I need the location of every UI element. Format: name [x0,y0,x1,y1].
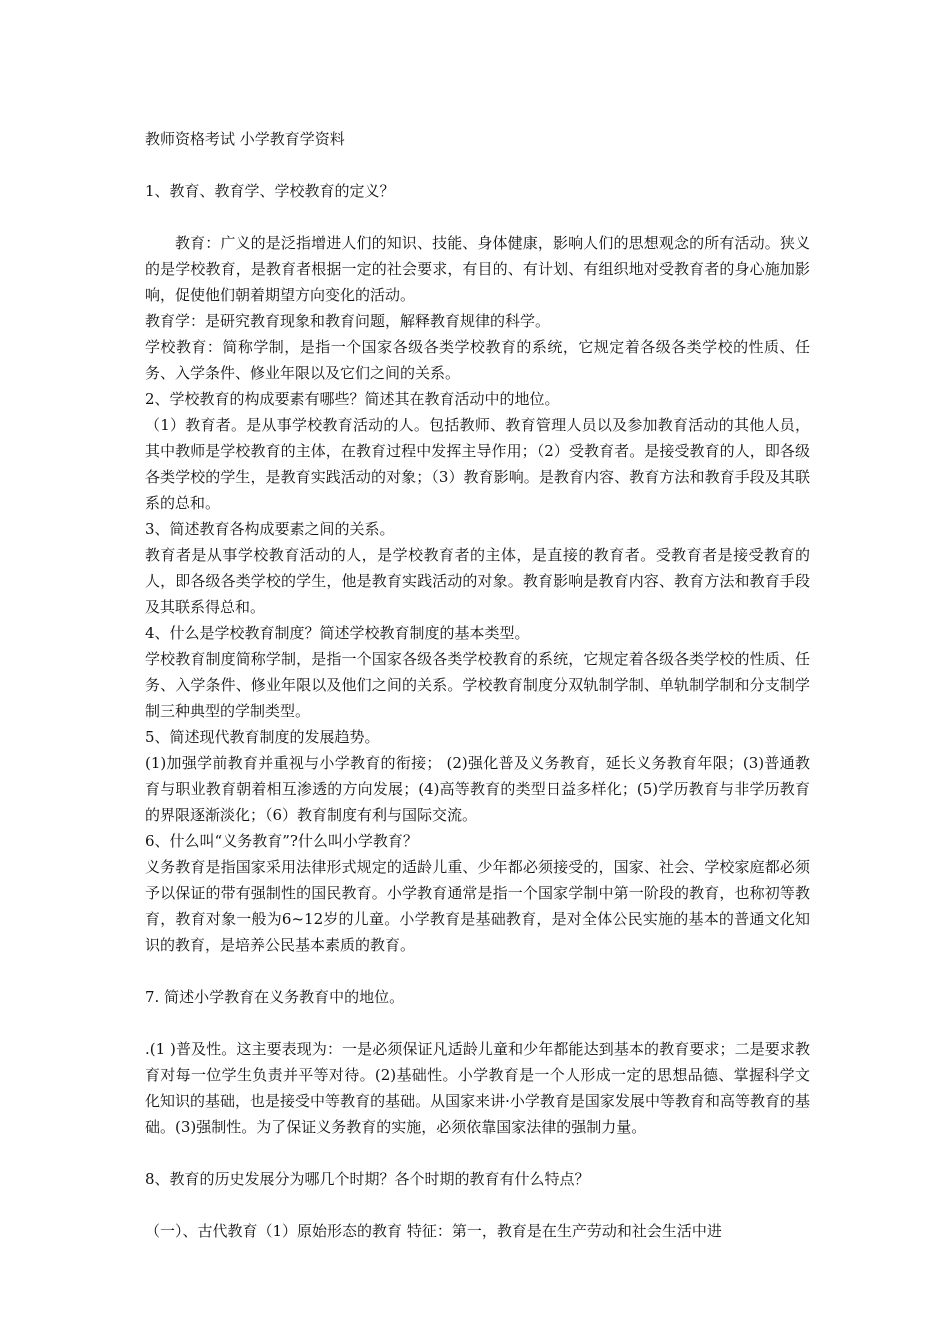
question-5-heading: 5、简述现代教育制度的发展趋势。 [145,728,380,746]
answer-5: (1)加强学前教育并重视与小学教育的衔接； (2)强化普及义务教育，延长义务教育年限；(3)普通教育与职业教育朝着相互渗透的方向发展；(4)高等教育的类型日益多样化；(5)学历教育与非学历教育的界限逐渐淡化；（6）教育制度有利与国际交流。 [145,754,810,824]
answer-6: 义务教育是指国家采用法律形式规定的适龄儿重、少年都必须接受的，国家、社会、学校家庭都必须予以保证的带有强制性的国民教育。小学教育通常是指一个国家学制中第一阶段的教育，也称初等教育，教育对象一般为6~12岁的儿童。小学教育是基础教育，是对全体公民实施的基本的普通文化知识的教育，是培养公民基本素质的教育。 [145,858,810,954]
answer-8-partial: （一）、古代教育（1）原始形态的教育 特征：第一，教育是在生产劳动和社会生活中进 [145,1222,722,1240]
answer-1-education-definition: 教育：广义的是泛指增进人们的知识、技能、身体健康，影响人们的思想观念的所有活动。狭义的是学校教育，是教育者根据一定的社会要求，有目的、有计划、有组织地对受教育者的身心施加影响，促使他们朝着期望方向变化的活动。 [145,234,810,304]
answer-1-pedagogy-definition: 教育学：是研究教育现象和教育问题，解释教育规律的科学。 [145,312,551,330]
question-7-heading: 7. 简述小学教育在义务教育中的地位。 [145,988,405,1006]
question-4-heading: 4、什么是学校教育制度？简述学校教育制度的基本类型。 [145,624,530,642]
document-title: 教师资格考试 小学教育学资料 [145,130,345,148]
question-1-heading: 1、教育、教育学、学校教育的定义？ [145,182,395,200]
question-8-heading: 8、教育的历史发展分为哪几个时期？各个时期的教育有什么特点？ [145,1170,590,1188]
answer-1-school-education-definition: 学校教育：简称学制，是指一个国家各级各类学校教育的系统，它规定着各级各类学校的性质、任务、入学条件、修业年限以及它们之间的关系。 [145,338,810,382]
question-6-heading: 6、什么叫“义务教育”?什么叫小学教育？ [145,832,418,850]
question-2-heading: 2、学校教育的构成要素有哪些？简述其在教育活动中的地位。 [145,390,560,408]
answer-7: .(1 )普及性。这主要表现为：一是必须保证凡适龄儿童和少年都能达到基本的教育要求；二是要求教育对每一位学生负责并平等对待。(2)基础性。小学教育是一个人形成一定的思想品德、掌握科学文化知识的基础，也是接受中等教育的基础。从国家来讲·小学教育是国家发展中等教育和高等教育的基础。(3)强制性。为了保证义务教育的实施，必须依靠国家法律的强制力量。 [145,1040,810,1136]
answer-2: （1）教育者。是从事学校教育活动的人。包括教师、教育管理人员以及参加教育活动的其他人员，其中教师是学校教育的主体，在教育过程中发挥主导作用；（2）受教育者。是接受教育的人，即各级各类学校的学生，是教育实践活动的对象；（3）教育影响。是教育内容、教育方法和教育手段及其联系的总和。 [145,416,810,512]
answer-3: 教育者是从事学校教育活动的人，是学校教育者的主体，是直接的教育者。受教育者是接受教育的人，即各级各类学校的学生，他是教育实践活动的对象。教育影响是教育内容、教育方法和教育手段及其联系得总和。 [145,546,810,616]
question-3-heading: 3、简述教育各构成要素之间的关系。 [145,520,395,538]
document-body [145,126,810,1244]
answer-4: 学校教育制度简称学制，是指一个国家各级各类学校教育的系统，它规定着各级各类学校的性质、任务、入学条件、修业年限以及他们之间的关系。学校教育制度分双轨制学制、单轨制学制和分支制学制三种典型的学制类型。 [145,650,810,720]
